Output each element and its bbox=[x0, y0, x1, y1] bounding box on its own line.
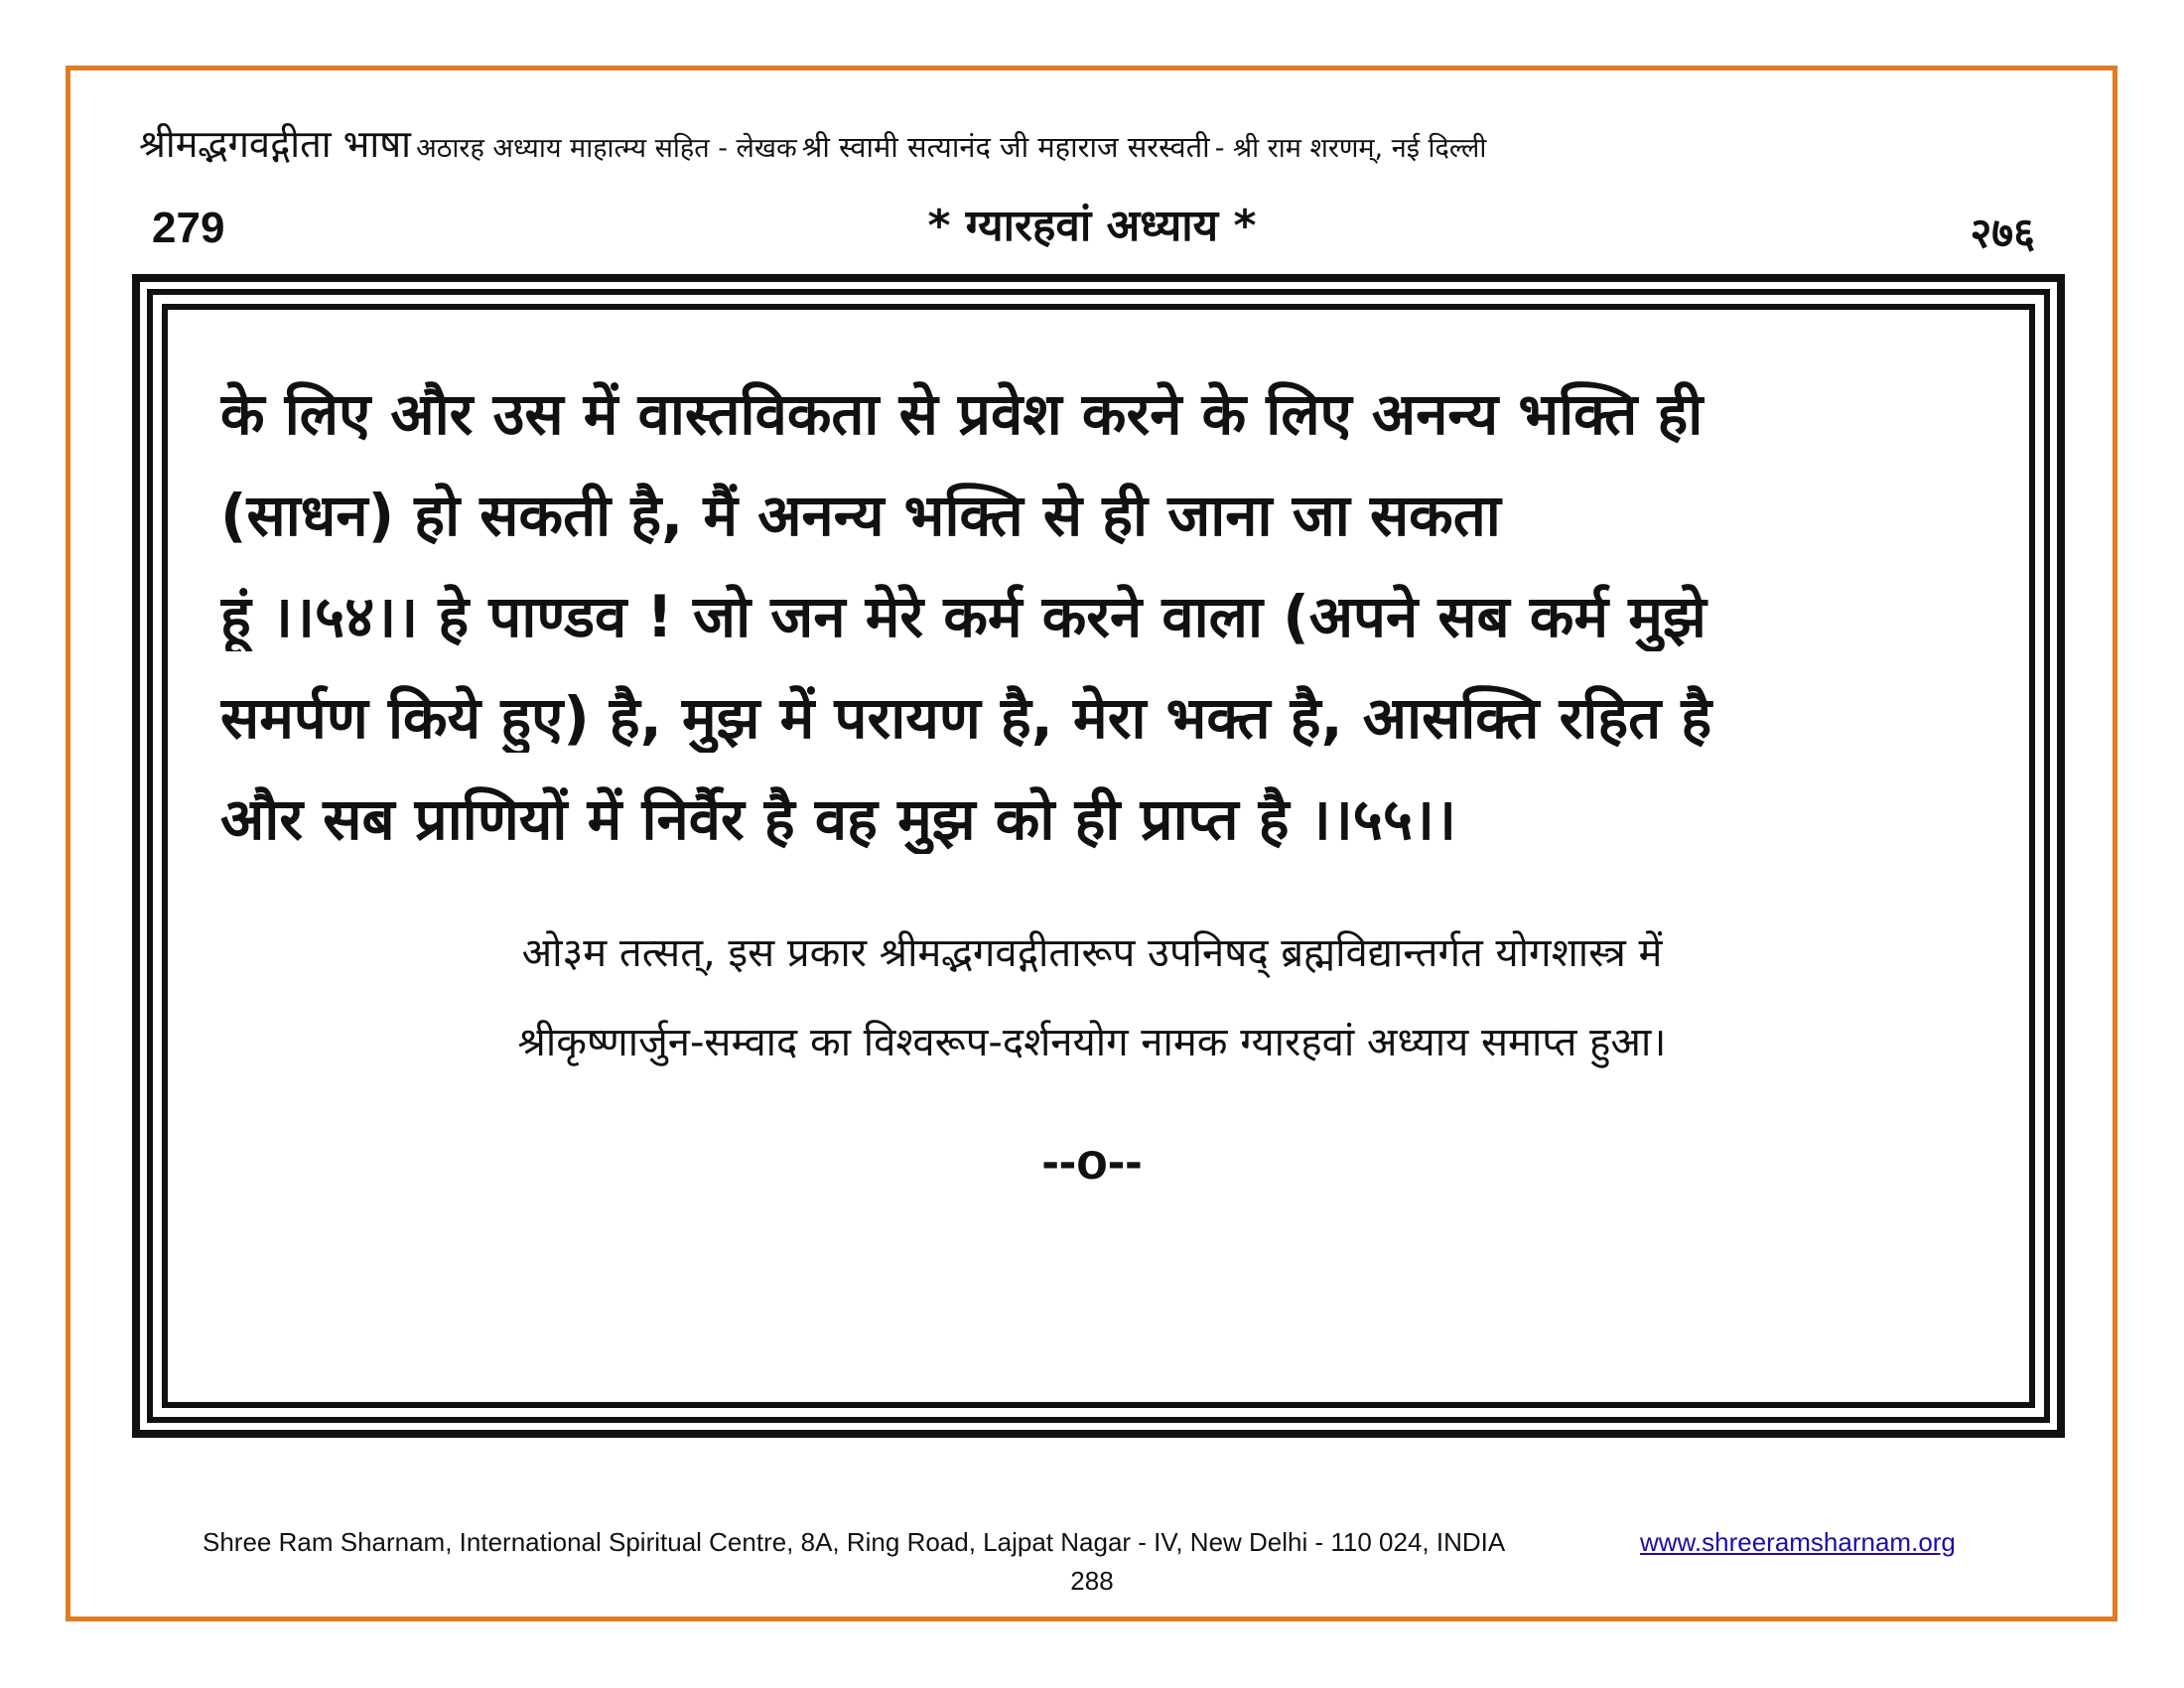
chapter-heading: * ग्यारहवां अध्याय * bbox=[927, 201, 1257, 251]
book-title: श्रीमद्भगवद्गीता भाषा bbox=[139, 122, 412, 166]
colophon-line: ओ३म तत्सत्, इस प्रकार श्रीमद्भगवद्गीतारूप उपनिषद् ब्रह्मविद्यान्तर्गत योगशास्त्र में bbox=[521, 930, 1663, 976]
book-header bbox=[139, 117, 2075, 169]
website-link[interactable]: www.shreeramsharnam.org bbox=[1640, 1527, 1956, 1557]
footer-address: Shree Ram Sharnam, International Spiritual Centre, 8A, Ring Road, Lajpat Nagar - IV, New Delhi - 110 024, INDIA bbox=[203, 1527, 1506, 1557]
page-number-arabic: 279 bbox=[152, 204, 225, 252]
verse-line: समर्पण किये हुए) है, मुझ में परायण है, मेरा भक्त है, आसक्ति रहित है bbox=[220, 684, 1712, 752]
verse-line: (साधन) हो सकती है, मैं अनन्य भक्ति से ही जाना जा सकता bbox=[220, 482, 1501, 549]
verse-line: हूं ।।५४।। हे पाण्डव ! जो जन मेरे कर्म करने वाला (अपने सब कर्म मुझे bbox=[220, 583, 1706, 650]
pdf-page-number: 288 bbox=[1070, 1566, 1114, 1596]
book-publisher: - श्री राम शरणम्, नई दिल्ली bbox=[1214, 133, 1487, 164]
book-subtitle: अठारह अध्याय माहात्म्य सहित - लेखक bbox=[416, 133, 797, 164]
section-end-ornament: --o-- bbox=[1041, 1133, 1143, 1191]
colophon-line: श्रीकृष्णार्जुन-सम्वाद का विश्वरूप-दर्शनयोग नामक ग्यारहवां अध्याय समाप्त हुआ। bbox=[517, 1020, 1667, 1065]
page-number-devanagari: २७६ bbox=[1970, 209, 2035, 257]
text-box-inner-border bbox=[162, 304, 2035, 1408]
book-author: श्री स्वामी सत्यानंद जी महाराज सरस्वती bbox=[801, 130, 1210, 164]
verse-line: के लिए और उस में वास्तविकता से प्रवेश करने के लिए अनन्य भक्ति ही bbox=[220, 380, 1704, 448]
verse-line: और सब प्राणियों में निर्वैर है वह मुझ को ही प्राप्त है ।।५५।। bbox=[220, 785, 1456, 853]
